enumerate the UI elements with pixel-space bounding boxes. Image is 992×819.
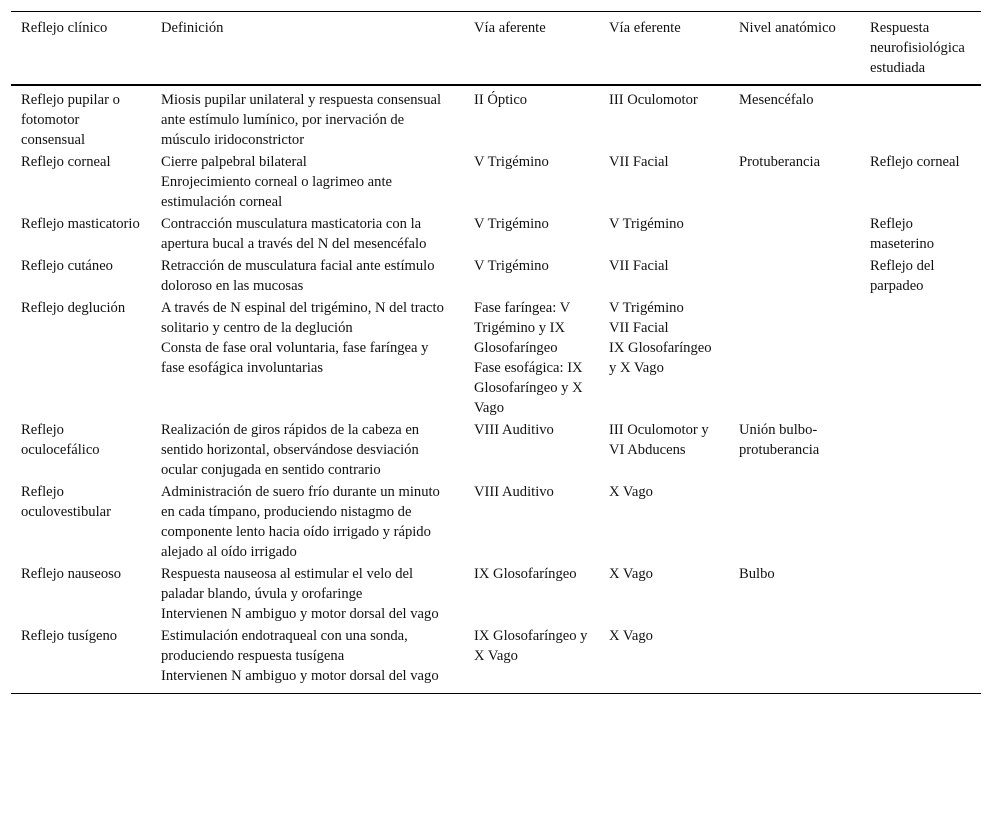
cell-definicion-line: Intervienen N ambiguo y motor dorsal del vago <box>161 606 439 622</box>
cell-aferente <box>464 151 599 213</box>
cell-respuesta <box>860 481 981 563</box>
cell-definicion <box>151 213 464 255</box>
cell-aferente-line: Fase esofágica: IX Glosofaríngeo y X Vago <box>474 360 583 416</box>
cell-nivel <box>729 297 860 419</box>
cell-definicion-line: Enrojecimiento corneal o lagrimeo ante estimulación corneal <box>161 174 392 210</box>
cell-aferente-line: IX Glosofaríngeo y X Vago <box>474 628 588 664</box>
cell-nivel <box>729 213 860 255</box>
cell-nivel <box>729 255 860 297</box>
cell-aferente <box>464 625 599 694</box>
cell-eferente <box>599 297 729 419</box>
cell-definicion <box>151 419 464 481</box>
cell-eferente-line: VII Facial <box>609 154 669 170</box>
header-row <box>11 12 981 86</box>
cell-reflejo: Reflejo deglución <box>21 300 126 316</box>
table-row <box>11 625 981 694</box>
cell-aferente-line: V Trigémino <box>474 216 549 232</box>
cell-aferente <box>464 213 599 255</box>
cell-eferente <box>599 213 729 255</box>
cell-eferente-line: IX Glosofaríngeo y X Vago <box>609 340 712 376</box>
cell-nivel: Mesencéfalo <box>739 92 814 108</box>
cell-definicion <box>151 297 464 419</box>
cell-aferente-line: VIII Auditivo <box>474 484 554 500</box>
header-definicion: Definición <box>161 20 224 36</box>
cell-reflejo: Reflejo masticatorio <box>21 216 140 232</box>
cell-eferente-line: X Vago <box>609 566 653 582</box>
cell-definicion-line: Respuesta nauseosa al estimular el velo del paladar blando, úvula y orofaringe <box>161 566 414 602</box>
cell-nivel: Protuberancia <box>739 154 821 170</box>
cell-definicion-line: Miosis pupilar unilateral y respuesta consensual ante estímulo lumínico, por inervación de músculo iridoconstrictor <box>161 92 442 148</box>
cell-aferente-line: VIII Auditivo <box>474 422 554 438</box>
table-header <box>11 12 981 86</box>
cell-eferente <box>599 419 729 481</box>
cell-definicion-line: Consta de fase oral voluntaria, fase faríngea y fase esofágica involuntarias <box>161 340 429 376</box>
cell-aferente <box>464 85 599 151</box>
header-nivel: Nivel anatómico <box>739 20 836 36</box>
cell-eferente <box>599 85 729 151</box>
cell-definicion-line: Cierre palpebral bilateral <box>161 154 307 170</box>
cell-nivel: Bulbo <box>739 566 775 582</box>
reflex-table-container <box>11 11 981 694</box>
cell-aferente-line: Fase faríngea: V Trigémino y IX Glosofaríngeo <box>474 300 570 356</box>
cell-aferente-line: IX Glosofaríngeo <box>474 566 577 582</box>
cell-aferente-line: II Óptico <box>474 92 528 108</box>
cell-eferente-line: X Vago <box>609 628 653 644</box>
table-row <box>11 297 981 419</box>
cell-reflejo: Reflejo cutáneo <box>21 258 113 274</box>
cell-respuesta: Reflejo corneal <box>870 154 960 170</box>
cell-definicion-line: A través de N espinal del trigémino, N del tracto solitario y centro de la deglución <box>161 300 444 336</box>
cell-respuesta <box>860 563 981 625</box>
cell-reflejo: Reflejo pupilar o fotomotor consensual <box>21 92 120 148</box>
cell-definicion <box>151 481 464 563</box>
header-respuesta: Respuesta neurofisiológica estudiada <box>870 20 965 76</box>
cell-aferente <box>464 563 599 625</box>
cell-respuesta <box>860 85 981 151</box>
cell-reflejo: Reflejo oculovestibular <box>21 484 111 520</box>
table-row <box>11 563 981 625</box>
cell-eferente-line: III Oculomotor <box>609 92 698 108</box>
cell-nivel <box>729 481 860 563</box>
reflex-table <box>11 11 981 694</box>
cell-aferente <box>464 419 599 481</box>
cell-eferente <box>599 151 729 213</box>
cell-eferente <box>599 625 729 694</box>
cell-respuesta: Reflejo maseterino <box>870 216 935 252</box>
cell-reflejo: Reflejo oculocefálico <box>21 422 100 458</box>
cell-eferente-line: VII Facial <box>609 320 669 336</box>
cell-eferente <box>599 481 729 563</box>
cell-respuesta: Reflejo del parpadeo <box>870 258 935 294</box>
cell-nivel <box>729 625 860 694</box>
cell-eferente <box>599 255 729 297</box>
cell-eferente-line: V Trigémino <box>609 216 684 232</box>
cell-aferente <box>464 297 599 419</box>
cell-nivel: Unión bulbo-protuberancia <box>739 422 820 458</box>
cell-definicion-line: Estimulación endotraqueal con una sonda, produciendo respuesta tusígena <box>161 628 408 664</box>
cell-respuesta <box>860 625 981 694</box>
table-row <box>11 85 981 151</box>
cell-definicion <box>151 625 464 694</box>
cell-reflejo: Reflejo nauseoso <box>21 566 122 582</box>
cell-definicion-line: Retracción de musculatura facial ante estímulo doloroso en las mucosas <box>161 258 435 294</box>
cell-respuesta <box>860 297 981 419</box>
table-row <box>11 151 981 213</box>
cell-aferente-line: V Trigémino <box>474 258 549 274</box>
table-row <box>11 213 981 255</box>
cell-eferente-line: V Trigémino <box>609 300 684 316</box>
cell-reflejo: Reflejo corneal <box>21 154 111 170</box>
cell-eferente <box>599 563 729 625</box>
header-reflejo: Reflejo clínico <box>21 20 108 36</box>
cell-aferente <box>464 481 599 563</box>
cell-definicion-line: Contracción musculatura masticatoria con la apertura bucal a través del N del mesencéfalo <box>161 216 427 252</box>
table-row <box>11 481 981 563</box>
cell-definicion <box>151 563 464 625</box>
cell-eferente-line: III Oculomotor y VI Abducens <box>609 422 709 458</box>
cell-definicion-line: Administración de suero frío durante un minuto en cada tímpano, produciendo nistagmo de componente lento hacia oído irrigado y rápido alejado al oído irrigado <box>161 484 440 560</box>
table-body <box>11 85 981 694</box>
header-eferente: Vía eferente <box>609 20 681 36</box>
cell-respuesta <box>860 419 981 481</box>
cell-aferente-line: V Trigémino <box>474 154 549 170</box>
cell-eferente-line: VII Facial <box>609 258 669 274</box>
table-row <box>11 255 981 297</box>
cell-definicion <box>151 255 464 297</box>
cell-reflejo: Reflejo tusígeno <box>21 628 118 644</box>
table-row <box>11 419 981 481</box>
cell-definicion <box>151 151 464 213</box>
cell-definicion-line: Realización de giros rápidos de la cabeza en sentido horizontal, observándose desviación ocular conjugada en sentido contrario <box>161 422 420 478</box>
header-aferente: Vía aferente <box>474 20 546 36</box>
cell-eferente-line: X Vago <box>609 484 653 500</box>
cell-aferente <box>464 255 599 297</box>
cell-definicion-line: Intervienen N ambiguo y motor dorsal del vago <box>161 668 439 684</box>
cell-definicion <box>151 85 464 151</box>
